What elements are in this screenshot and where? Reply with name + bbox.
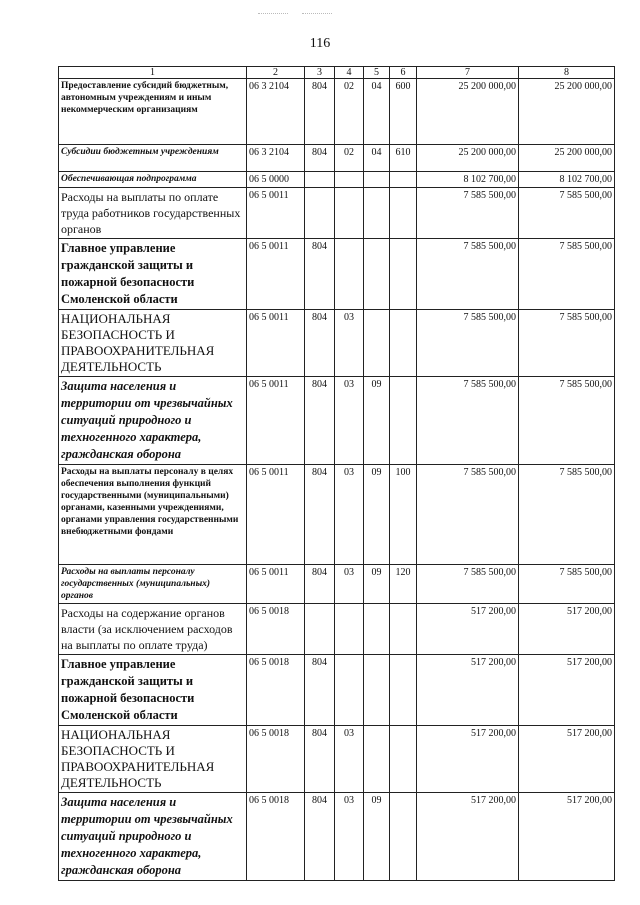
- amount-2016: 7 585 500,00: [417, 310, 519, 377]
- expense-type-code: [390, 188, 417, 239]
- subsection-code: [364, 188, 390, 239]
- scan-artifact: [258, 8, 368, 22]
- target-code: 06 5 0018: [247, 604, 305, 655]
- subsection-code: [364, 726, 390, 793]
- expense-type-code: 600: [390, 79, 417, 145]
- row-name: НАЦИОНАЛЬНАЯ БЕЗОПАСНОСТЬ И ПРАВООХРАНИТЕЛЬНАЯ ДЕЯТЕЛЬНОСТЬ: [59, 726, 247, 793]
- table-row: [59, 565, 615, 604]
- expense-type-code: [390, 172, 417, 188]
- subsection-code: 09: [364, 465, 390, 565]
- amount-2017: 7 585 500,00: [519, 188, 615, 239]
- target-code: 06 5 0011: [247, 377, 305, 465]
- amount-2017: 7 585 500,00: [519, 310, 615, 377]
- ministry-code: 804: [305, 726, 335, 793]
- amount-2017: 8 102 700,00: [519, 172, 615, 188]
- expense-type-code: [390, 655, 417, 726]
- subsection-code: [364, 655, 390, 726]
- column-number: 8: [519, 67, 615, 79]
- section-code: [335, 655, 364, 726]
- ministry-code: 804: [305, 655, 335, 726]
- section-code: 03: [335, 565, 364, 604]
- ministry-code: 804: [305, 793, 335, 881]
- table-row: [59, 310, 615, 377]
- target-code: 06 5 0018: [247, 793, 305, 881]
- page-number: 116: [309, 36, 331, 51]
- amount-2017: 517 200,00: [519, 655, 615, 726]
- target-code: 06 5 0011: [247, 310, 305, 377]
- table-row: [59, 188, 615, 239]
- expense-type-code: [390, 726, 417, 793]
- amount-2016: 7 585 500,00: [417, 239, 519, 310]
- section-code: [335, 604, 364, 655]
- section-code: 03: [335, 465, 364, 565]
- amount-2016: 8 102 700,00: [417, 172, 519, 188]
- amount-2016: 25 200 000,00: [417, 79, 519, 145]
- subsection-code: [364, 604, 390, 655]
- amount-2016: 7 585 500,00: [417, 377, 519, 465]
- table-row: [59, 172, 615, 188]
- amount-2017: 7 585 500,00: [519, 565, 615, 604]
- table-row: [59, 239, 615, 310]
- table-row: [59, 793, 615, 881]
- row-name: Предоставление субсидий бюджетным, автономным учреждениям и иным некоммерческим организациям: [59, 79, 247, 145]
- amount-2016: 7 585 500,00: [417, 565, 519, 604]
- amount-2016: 517 200,00: [417, 793, 519, 881]
- expense-type-code: 100: [390, 465, 417, 565]
- table-row: [59, 377, 615, 465]
- ministry-code: 804: [305, 79, 335, 145]
- table-row: [59, 655, 615, 726]
- section-code: [335, 172, 364, 188]
- expense-type-code: [390, 239, 417, 310]
- amount-2016: 25 200 000,00: [417, 145, 519, 172]
- section-code: 02: [335, 145, 364, 172]
- target-code: 06 5 0011: [247, 239, 305, 310]
- row-name: Расходы на содержание органов власти (за исключением расходов на выплаты по оплате труда): [59, 604, 247, 655]
- section-code: 02: [335, 79, 364, 145]
- row-name: Защита населения и территории от чрезвычайных ситуаций природного и техногенного характера, гражданская оборона: [59, 793, 247, 881]
- section-code: [335, 188, 364, 239]
- section-code: 03: [335, 310, 364, 377]
- amount-2017: 25 200 000,00: [519, 79, 615, 145]
- row-name: Субсидии бюджетным учреждениям: [59, 145, 247, 172]
- expense-type-code: 120: [390, 565, 417, 604]
- amount-2016: 517 200,00: [417, 726, 519, 793]
- section-code: 03: [335, 793, 364, 881]
- row-name: Защита населения и территории от чрезвычайных ситуаций природного и техногенного характера, гражданская оборона: [59, 377, 247, 465]
- amount-2017: 517 200,00: [519, 726, 615, 793]
- subsection-code: 09: [364, 565, 390, 604]
- amount-2017: 7 585 500,00: [519, 465, 615, 565]
- target-code: 06 5 0018: [247, 726, 305, 793]
- table-row: [59, 604, 615, 655]
- ministry-code: 804: [305, 310, 335, 377]
- row-name: Расходы на выплаты персоналу государственных (муниципальных) органов: [59, 565, 247, 604]
- section-code: [335, 239, 364, 310]
- subsection-code: [364, 310, 390, 377]
- expense-type-code: [390, 793, 417, 881]
- section-code: 03: [335, 377, 364, 465]
- column-number-row: [59, 67, 615, 79]
- amount-2016: 7 585 500,00: [417, 465, 519, 565]
- column-number: 6: [390, 67, 417, 79]
- target-code: 06 3 2104: [247, 145, 305, 172]
- expense-type-code: [390, 604, 417, 655]
- target-code: 06 5 0011: [247, 465, 305, 565]
- column-number: 2: [247, 67, 305, 79]
- ministry-code: 804: [305, 377, 335, 465]
- column-number: 5: [364, 67, 390, 79]
- amount-2017: 25 200 000,00: [519, 145, 615, 172]
- table-row: [59, 79, 615, 145]
- column-number: 7: [417, 67, 519, 79]
- table-row: [59, 465, 615, 565]
- target-code: 06 3 2104: [247, 79, 305, 145]
- row-name: Расходы на выплаты персоналу в целях обеспечения выполнения функций государственными (муниципальными) органами, казенными учреждениями, органами управления государственными внебюджетными фондами: [59, 465, 247, 565]
- ministry-code: [305, 172, 335, 188]
- column-number: 3: [305, 67, 335, 79]
- subsection-code: [364, 172, 390, 188]
- amount-2017: 7 585 500,00: [519, 377, 615, 465]
- row-name: Главное управление гражданской защиты и пожарной безопасности Смоленской области: [59, 239, 247, 310]
- ministry-code: 804: [305, 565, 335, 604]
- target-code: 06 5 0018: [247, 655, 305, 726]
- ministry-code: 804: [305, 465, 335, 565]
- row-name: НАЦИОНАЛЬНАЯ БЕЗОПАСНОСТЬ И ПРАВООХРАНИТЕЛЬНАЯ ДЕЯТЕЛЬНОСТЬ: [59, 310, 247, 377]
- subsection-code: 04: [364, 145, 390, 172]
- row-name: Главное управление гражданской защиты и пожарной безопасности Смоленской области: [59, 655, 247, 726]
- column-number: 4: [335, 67, 364, 79]
- subsection-code: [364, 239, 390, 310]
- expense-type-code: [390, 310, 417, 377]
- expense-type-code: 610: [390, 145, 417, 172]
- target-code: 06 5 0011: [247, 565, 305, 604]
- amount-2016: 517 200,00: [417, 655, 519, 726]
- column-number: 1: [59, 67, 247, 79]
- target-code: 06 5 0011: [247, 188, 305, 239]
- subsection-code: 09: [364, 377, 390, 465]
- row-name: Расходы на выплаты по оплате труда работников государственных органов: [59, 188, 247, 239]
- amount-2017: 7 585 500,00: [519, 239, 615, 310]
- amount-2016: 7 585 500,00: [417, 188, 519, 239]
- amount-2017: 517 200,00: [519, 793, 615, 881]
- subsection-code: 04: [364, 79, 390, 145]
- ministry-code: [305, 604, 335, 655]
- amount-2016: 517 200,00: [417, 604, 519, 655]
- amount-2017: 517 200,00: [519, 604, 615, 655]
- target-code: 06 5 0000: [247, 172, 305, 188]
- expense-type-code: [390, 377, 417, 465]
- row-name: Обеспечивающая подпрограмма: [59, 172, 247, 188]
- budget-table: [58, 66, 615, 881]
- table-row: [59, 145, 615, 172]
- subsection-code: 09: [364, 793, 390, 881]
- section-code: 03: [335, 726, 364, 793]
- ministry-code: [305, 188, 335, 239]
- table-row: [59, 726, 615, 793]
- ministry-code: 804: [305, 239, 335, 310]
- ministry-code: 804: [305, 145, 335, 172]
